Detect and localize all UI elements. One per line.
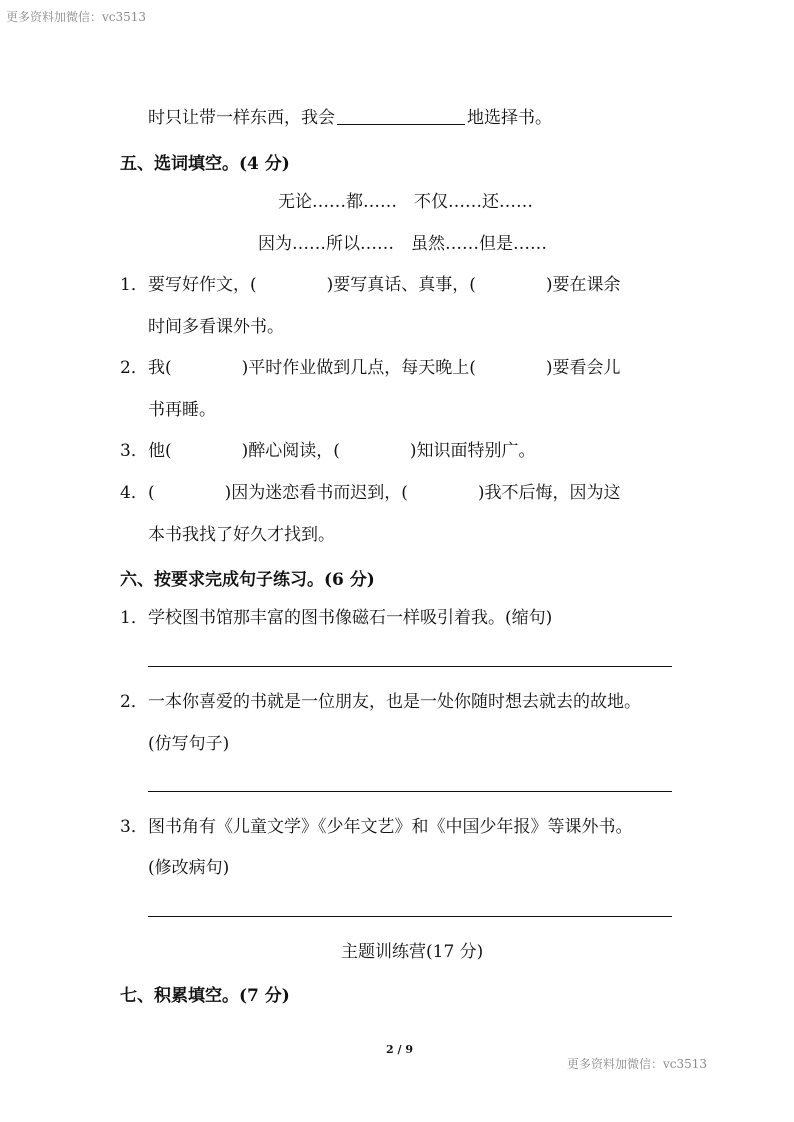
- page-number: 2 / 9: [386, 1043, 413, 1056]
- question-text: )醉心阅读，(: [241, 441, 340, 461]
- question-number: 3．: [120, 441, 148, 461]
- question-5-1: [120, 273, 621, 297]
- question-5-4-continuation: 本书我找了好久才找到。: [148, 525, 335, 545]
- question-text: )平时作业做到几点，每天晚上(: [241, 358, 476, 378]
- question-text: )要写真话、真事，(: [326, 275, 476, 295]
- question-5-4: [120, 481, 621, 505]
- theme-camp-title: 主题训练营(17 分): [341, 942, 484, 962]
- question-number: 2．: [120, 358, 148, 378]
- question-number: 3．: [120, 817, 148, 837]
- question-6-2-note: (仿写句子): [148, 734, 230, 754]
- watermark-top: 更多资料加微信：vc3513: [6, 10, 147, 24]
- word-choices-row-1: 无论……都…… 不仅……还……: [278, 192, 533, 212]
- question-5-2: [120, 356, 621, 380]
- section-7-title: 七、积累填空。(7 分): [120, 986, 290, 1006]
- question-text: 他(: [148, 441, 172, 461]
- question-text: )我不后悔，因为这: [477, 483, 621, 503]
- question-text: 要写好作文，(: [148, 275, 257, 295]
- word-choices-row-2: 因为……所以…… 虽然……但是……: [258, 234, 547, 254]
- question-number: 4．: [120, 483, 148, 503]
- question-6-3-note: (修改病句): [148, 858, 230, 878]
- watermark-bottom: 更多资料加微信：vc3513: [567, 1057, 708, 1071]
- fill-blank-line[interactable]: [337, 106, 465, 125]
- question-6-1: [120, 606, 552, 630]
- answer-line-6-1[interactable]: [148, 666, 672, 667]
- intro-text-before: 时只让带一样东西，我会: [148, 108, 335, 128]
- question-text: 一本你喜爱的书就是一位朋友，也是一处你随时想去就去的故地。: [148, 692, 641, 712]
- question-text: )知识面特别广。: [409, 441, 536, 461]
- intro-text-after: 地选择书。: [467, 108, 552, 128]
- question-text: )要看会儿: [545, 358, 621, 378]
- question-text: )要在课余: [545, 275, 621, 295]
- question-number: 2．: [120, 692, 148, 712]
- question-5-2-continuation: 书再睡。: [148, 400, 216, 420]
- question-text: 图书角有《儿童文学》《少年文艺》和《中国少年报》等课外书。: [148, 817, 633, 837]
- intro-line: [148, 106, 552, 130]
- question-5-1-continuation: 时间多看课外书。: [148, 317, 284, 337]
- question-number: 1．: [120, 275, 148, 295]
- question-5-3: [120, 439, 536, 463]
- question-text: 学校图书馆那丰富的图书像磁石一样吸引着我。(缩句): [148, 608, 553, 628]
- question-6-3: [120, 815, 633, 839]
- question-text: )因为迷恋看书而迟到，(: [224, 483, 408, 503]
- question-text: 我(: [148, 358, 172, 378]
- section-5-title: 五、选词填空。(4 分): [120, 154, 290, 174]
- answer-line-6-3[interactable]: [148, 916, 672, 917]
- question-text: (: [148, 483, 155, 503]
- answer-line-6-2[interactable]: [148, 791, 672, 792]
- section-6-title: 六、按要求完成句子练习。(6 分): [120, 570, 375, 590]
- question-number: 1．: [120, 608, 148, 628]
- question-6-2: [120, 690, 641, 714]
